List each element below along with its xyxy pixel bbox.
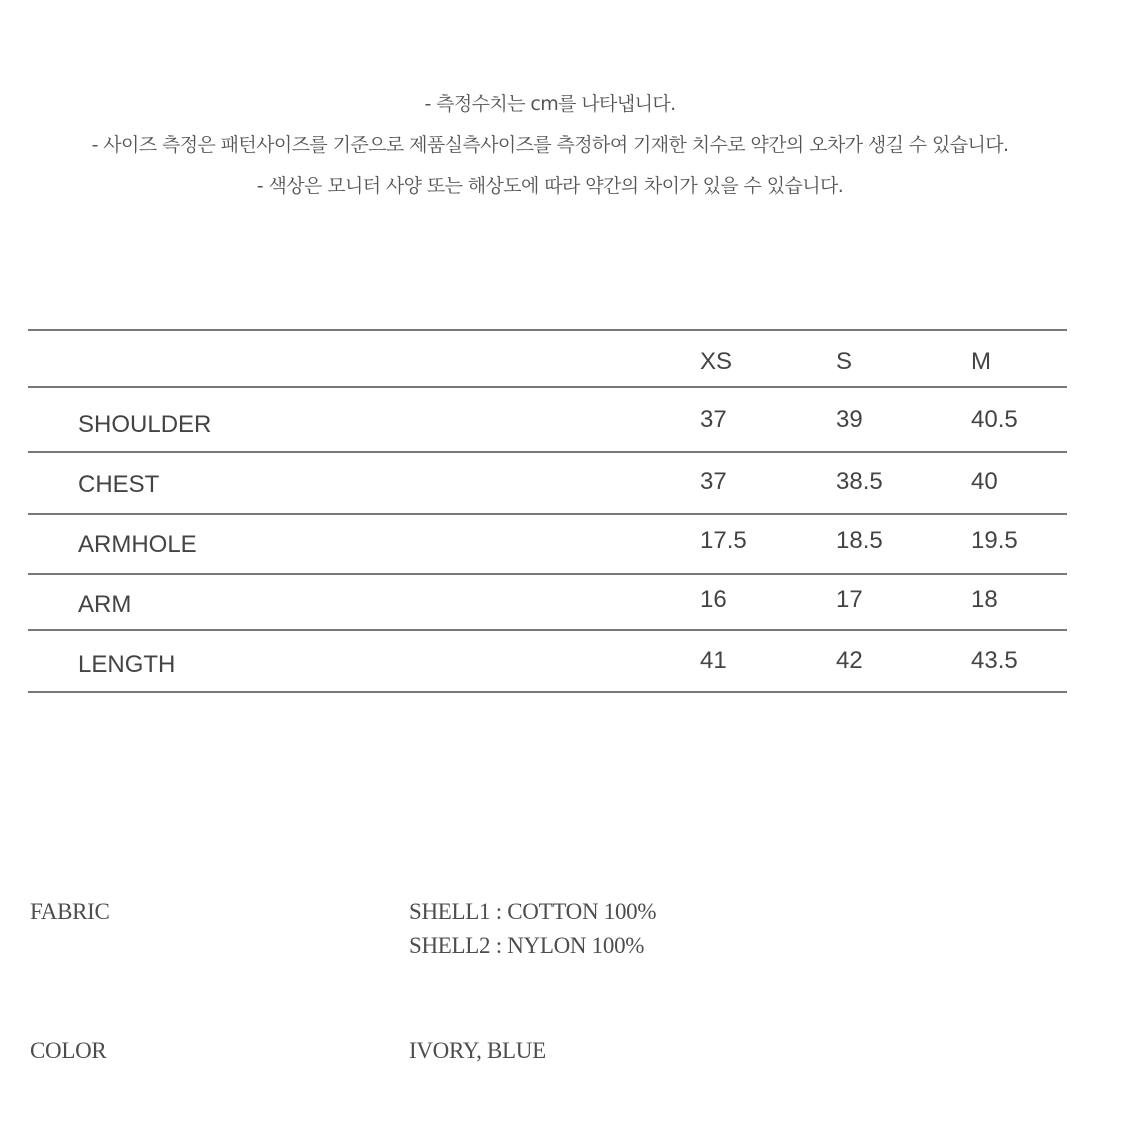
measurement-notes (0, 84, 1100, 207)
value-s: 18.5 (836, 527, 883, 554)
row-label: SHOULDER (78, 411, 212, 438)
value-xs: 16 (700, 586, 727, 613)
table-row-shoulder (28, 388, 1067, 453)
row-label: ARMHOLE (78, 531, 197, 558)
size-chart-table (28, 329, 1067, 693)
table-row-chest (28, 453, 1067, 515)
fabric-shell1-value: SHELL1 : COTTON 100% (409, 899, 657, 924)
value-xs: 41 (700, 647, 727, 674)
row-label: CHEST (78, 471, 160, 498)
size-header-row (28, 331, 1067, 388)
color-value: IVORY, BLUE (409, 1038, 546, 1063)
row-label: ARM (78, 591, 132, 618)
header-size-m: M (971, 348, 991, 375)
note-line-tolerance: - 사이즈 측정은 패턴사이즈를 기준으로 제품실측사이즈를 측정하여 기재한 치수로 약간의 오차가 생길 수 있습니다. (91, 134, 1009, 156)
value-m: 40.5 (971, 406, 1018, 433)
row-label: LENGTH (78, 651, 176, 678)
value-s: 39 (836, 406, 863, 433)
fabric-shell2-value: SHELL2 : NYLON 100% (409, 933, 645, 958)
value-s: 38.5 (836, 468, 883, 495)
value-s: 17 (836, 586, 863, 613)
value-m: 19.5 (971, 527, 1018, 554)
fabric-label: FABRIC (30, 899, 110, 924)
value-xs: 37 (700, 406, 727, 433)
value-m: 43.5 (971, 647, 1018, 674)
color-label: COLOR (30, 1038, 107, 1063)
table-row-arm (28, 575, 1067, 631)
note-line-unit: - 측정수치는 cm를 나타냅니다. (424, 93, 676, 115)
value-xs: 17.5 (700, 527, 747, 554)
value-xs: 37 (700, 468, 727, 495)
table-row-length (28, 631, 1067, 693)
value-s: 42 (836, 647, 863, 674)
table-row-armhole (28, 515, 1067, 575)
note-line-color-disclaimer: - 색상은 모니터 사양 또는 해상도에 따라 약간의 차이가 있을 수 있습니다. (256, 175, 844, 197)
value-m: 18 (971, 586, 998, 613)
header-size-s: S (836, 348, 853, 375)
value-m: 40 (971, 468, 998, 495)
header-size-xs: XS (700, 348, 733, 375)
